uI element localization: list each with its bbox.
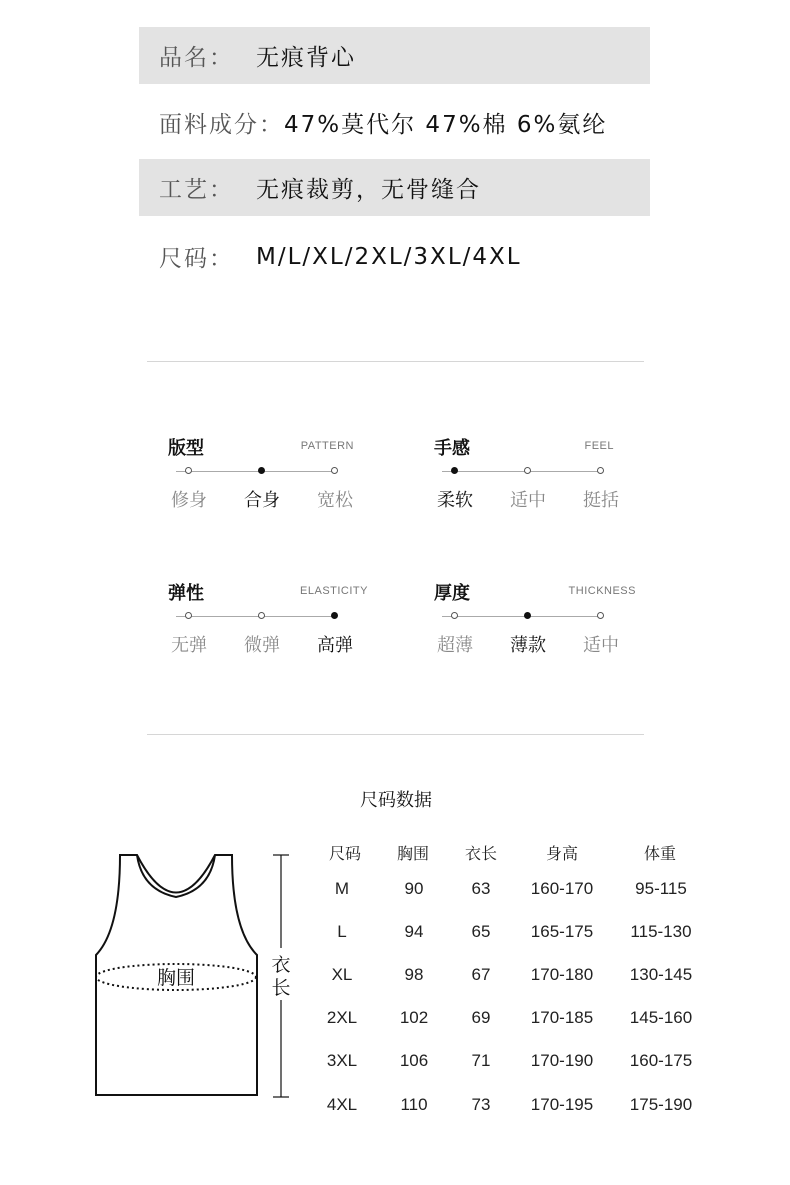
attribute-en: FEEL bbox=[584, 440, 614, 452]
craft-label: 工艺： bbox=[159, 177, 234, 203]
table-cell: 170-195 bbox=[530, 1095, 594, 1114]
option-1-selected: 柔软 bbox=[437, 490, 473, 511]
table-cell: 170-180 bbox=[530, 965, 594, 984]
chest-label: 胸围 bbox=[156, 967, 196, 989]
table-cell: 145-160 bbox=[629, 1008, 693, 1027]
table-header: 胸围 bbox=[396, 844, 429, 863]
table-cell: 63 bbox=[471, 879, 491, 898]
tank-top-neckline bbox=[137, 855, 215, 897]
table-cell: 106 bbox=[399, 1051, 429, 1070]
attribute-name: 弹性 bbox=[168, 583, 204, 604]
option-1: 无弹 bbox=[171, 635, 207, 656]
table-cell: 160-175 bbox=[629, 1051, 693, 1070]
size-label: 尺码： bbox=[159, 246, 234, 272]
table-cell: 3XL bbox=[326, 1051, 358, 1070]
table-cell: 69 bbox=[471, 1008, 491, 1027]
table-cell: 95-115 bbox=[635, 879, 687, 898]
option-3-selected: 高弹 bbox=[317, 635, 353, 656]
name-value: 无痕背心 bbox=[256, 45, 356, 71]
table-header: 尺码 bbox=[328, 844, 361, 863]
table-cell: 4XL bbox=[326, 1095, 358, 1114]
table-cell: 102 bbox=[399, 1008, 429, 1027]
length-label-2: 长 bbox=[271, 977, 291, 999]
option-3: 宽松 bbox=[317, 490, 353, 511]
length-label-1: 衣 bbox=[271, 954, 291, 976]
table-cell: 165-175 bbox=[530, 922, 594, 941]
option-2-selected: 薄款 bbox=[510, 635, 546, 656]
table-cell: 170-185 bbox=[530, 1008, 594, 1027]
table-cell: 67 bbox=[471, 965, 491, 984]
fabric-value: 47%莫代尔 47%棉 6%氨纶 bbox=[284, 112, 608, 138]
option-1: 修身 bbox=[171, 490, 207, 511]
option-1: 超薄 bbox=[437, 635, 473, 656]
table-cell: 94 bbox=[404, 922, 424, 941]
attribute-en: THICKNESS bbox=[568, 585, 636, 597]
option-3: 适中 bbox=[583, 635, 619, 656]
table-cell: 130-145 bbox=[629, 965, 693, 984]
table-cell: 98 bbox=[404, 965, 424, 984]
fabric-label: 面料成分： bbox=[159, 112, 284, 138]
attribute-en: ELASTICITY bbox=[300, 585, 368, 597]
option-3: 挺括 bbox=[583, 490, 619, 511]
option-2: 微弹 bbox=[244, 635, 280, 656]
table-cell: 65 bbox=[471, 922, 491, 941]
table-cell: 175-190 bbox=[629, 1095, 693, 1114]
table-cell: 170-190 bbox=[530, 1051, 594, 1070]
craft-value: 无痕裁剪，无骨缝合 bbox=[256, 177, 481, 203]
table-cell: 90 bbox=[404, 879, 424, 898]
table-cell: 160-170 bbox=[530, 879, 594, 898]
table-cell: 115-130 bbox=[630, 922, 692, 941]
table-cell: XL bbox=[331, 965, 353, 984]
attribute-name: 厚度 bbox=[434, 583, 470, 604]
table-header: 身高 bbox=[545, 844, 578, 863]
table-cell: 110 bbox=[400, 1095, 428, 1114]
table-cell: 71 bbox=[471, 1051, 491, 1070]
table-cell: 2XL bbox=[326, 1008, 358, 1027]
table-cell: M bbox=[334, 879, 350, 898]
attribute-name: 版型 bbox=[168, 438, 204, 459]
option-2: 适中 bbox=[510, 490, 546, 511]
size-table-title: 尺码数据 bbox=[360, 790, 432, 811]
table-cell: L bbox=[337, 922, 347, 941]
attribute-name: 手感 bbox=[434, 438, 470, 459]
table-header: 衣长 bbox=[464, 844, 497, 863]
size-value: M/L/XL/2XL/3XL/4XL bbox=[256, 243, 522, 270]
attribute-en: PATTERN bbox=[300, 440, 354, 452]
name-label: 品名： bbox=[159, 45, 234, 71]
table-cell: 73 bbox=[471, 1095, 491, 1114]
option-2-selected: 合身 bbox=[244, 490, 280, 511]
table-header: 体重 bbox=[643, 844, 676, 863]
